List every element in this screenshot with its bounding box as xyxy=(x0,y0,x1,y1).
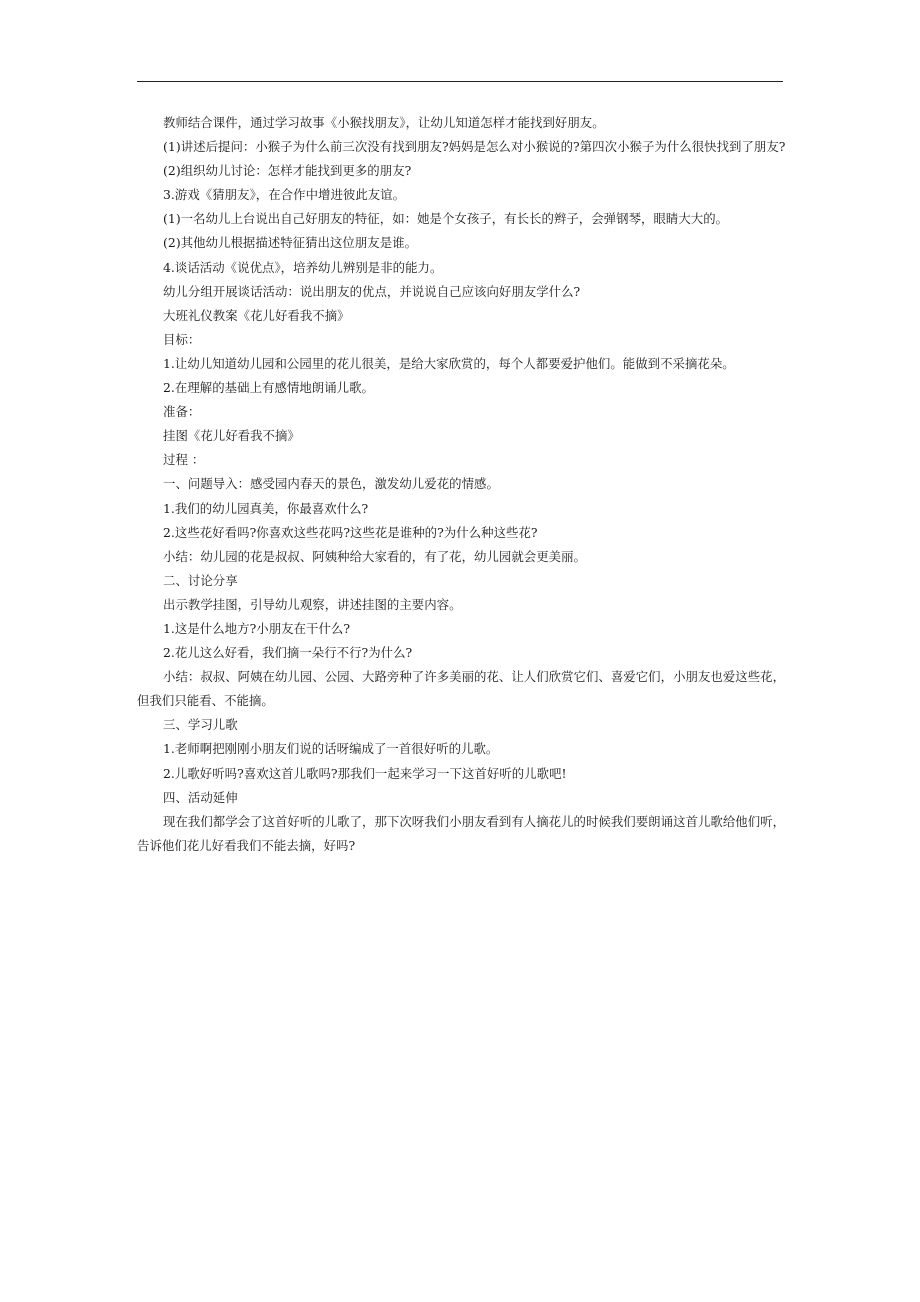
paragraph: 4.谈话活动《说优点》，培养幼儿辨别是非的能力。 xyxy=(163,259,443,275)
paragraph: 但我们只能看、不能摘。 xyxy=(137,693,274,709)
header-rule xyxy=(137,81,783,82)
paragraph: 2.这些花好看吗?你喜欢这些花吗?这些花是谁种的?为什么种这些花? xyxy=(163,524,538,540)
paragraph: 三、学习儿歌 xyxy=(163,717,238,733)
paragraph: 2.花儿这么好看，我们摘一朵行不行?为什么? xyxy=(163,645,413,661)
paragraph: 准备： xyxy=(163,404,201,420)
paragraph: (1)讲述后提问：小猴子为什么前三次没有找到朋友?妈妈是怎么对小猴说的?第四次小猴子为什么很快找到了朋友? xyxy=(163,139,786,155)
document-body xyxy=(137,111,792,858)
paragraph: 1.老师啊把刚刚小朋友们说的话呀编成了一首很好听的儿歌。 xyxy=(163,741,499,757)
paragraph: 1.让幼儿知道幼儿园和公园里的花儿很美，是给大家欣赏的，每个人都要爱护他们。能做到不采摘花朵。 xyxy=(163,355,735,371)
paragraph: 挂图《花儿好看我不摘》 xyxy=(163,428,300,444)
paragraph: 2.儿歌好听吗?喜欢这首儿歌吗?那我们一起来学习一下这首好听的儿歌吧! xyxy=(163,765,567,781)
paragraph: 二、讨论分享 xyxy=(163,572,238,588)
paragraph: 1.我们的幼儿园真美，你最喜欢什么? xyxy=(163,500,369,516)
paragraph: 幼儿分组开展谈话活动：说出朋友的优点，并说说自己应该向好朋友学什么? xyxy=(163,283,581,299)
paragraph: (2)组织幼儿讨论：怎样才能找到更多的朋友? xyxy=(163,163,412,179)
paragraph: 现在我们都学会了这首好听的儿歌了，那下次呀我们小朋友看到有人摘花儿的时候我们要朗诵这首儿歌给他们听， xyxy=(163,813,786,829)
paragraph: 1.这是什么地方?小朋友在干什么? xyxy=(163,620,351,636)
paragraph: 2.在理解的基础上有感情地朗诵儿歌。 xyxy=(163,380,374,396)
paragraph: (2)其他幼儿根据描述特征猜出这位朋友是谁。 xyxy=(163,235,418,251)
paragraph: (1)一名幼儿上台说出自己好朋友的特征，如：她是个女孩子，有长长的辫子，会弹钢琴，眼睛大大的。 xyxy=(163,211,729,227)
paragraph: 小结：叔叔、阿姨在幼儿园、公园、大路旁种了许多美丽的花、让人们欣赏它们、喜爱它们，小朋友也爱这些花， xyxy=(163,669,786,685)
paragraph: 过程 ： xyxy=(163,452,205,468)
paragraph: 告诉他们花儿好看我们不能去摘，好吗? xyxy=(137,837,356,853)
paragraph: 目标： xyxy=(163,331,201,347)
paragraph: 小结：幼儿园的花是叔叔、阿姨种给大家看的，有了花，幼儿园就会更美丽。 xyxy=(163,548,586,564)
paragraph: 出示教学挂图，引导幼儿观察，讲述挂图的主要内容。 xyxy=(163,596,462,612)
paragraph: 教师结合课件，通过学习故事《小猴找朋友》，让幼儿知道怎样才能找到好朋友。 xyxy=(163,115,605,130)
paragraph: 一、问题导入：感受园内春天的景色，激发幼儿爱花的情感。 xyxy=(163,476,499,492)
paragraph: 四、活动延伸 xyxy=(163,789,238,805)
paragraph: 大班礼仪教案《花儿好看我不摘》 xyxy=(163,307,350,323)
paragraph: 3.游戏《猜朋友》，在合作中增进彼此友谊。 xyxy=(163,187,406,203)
